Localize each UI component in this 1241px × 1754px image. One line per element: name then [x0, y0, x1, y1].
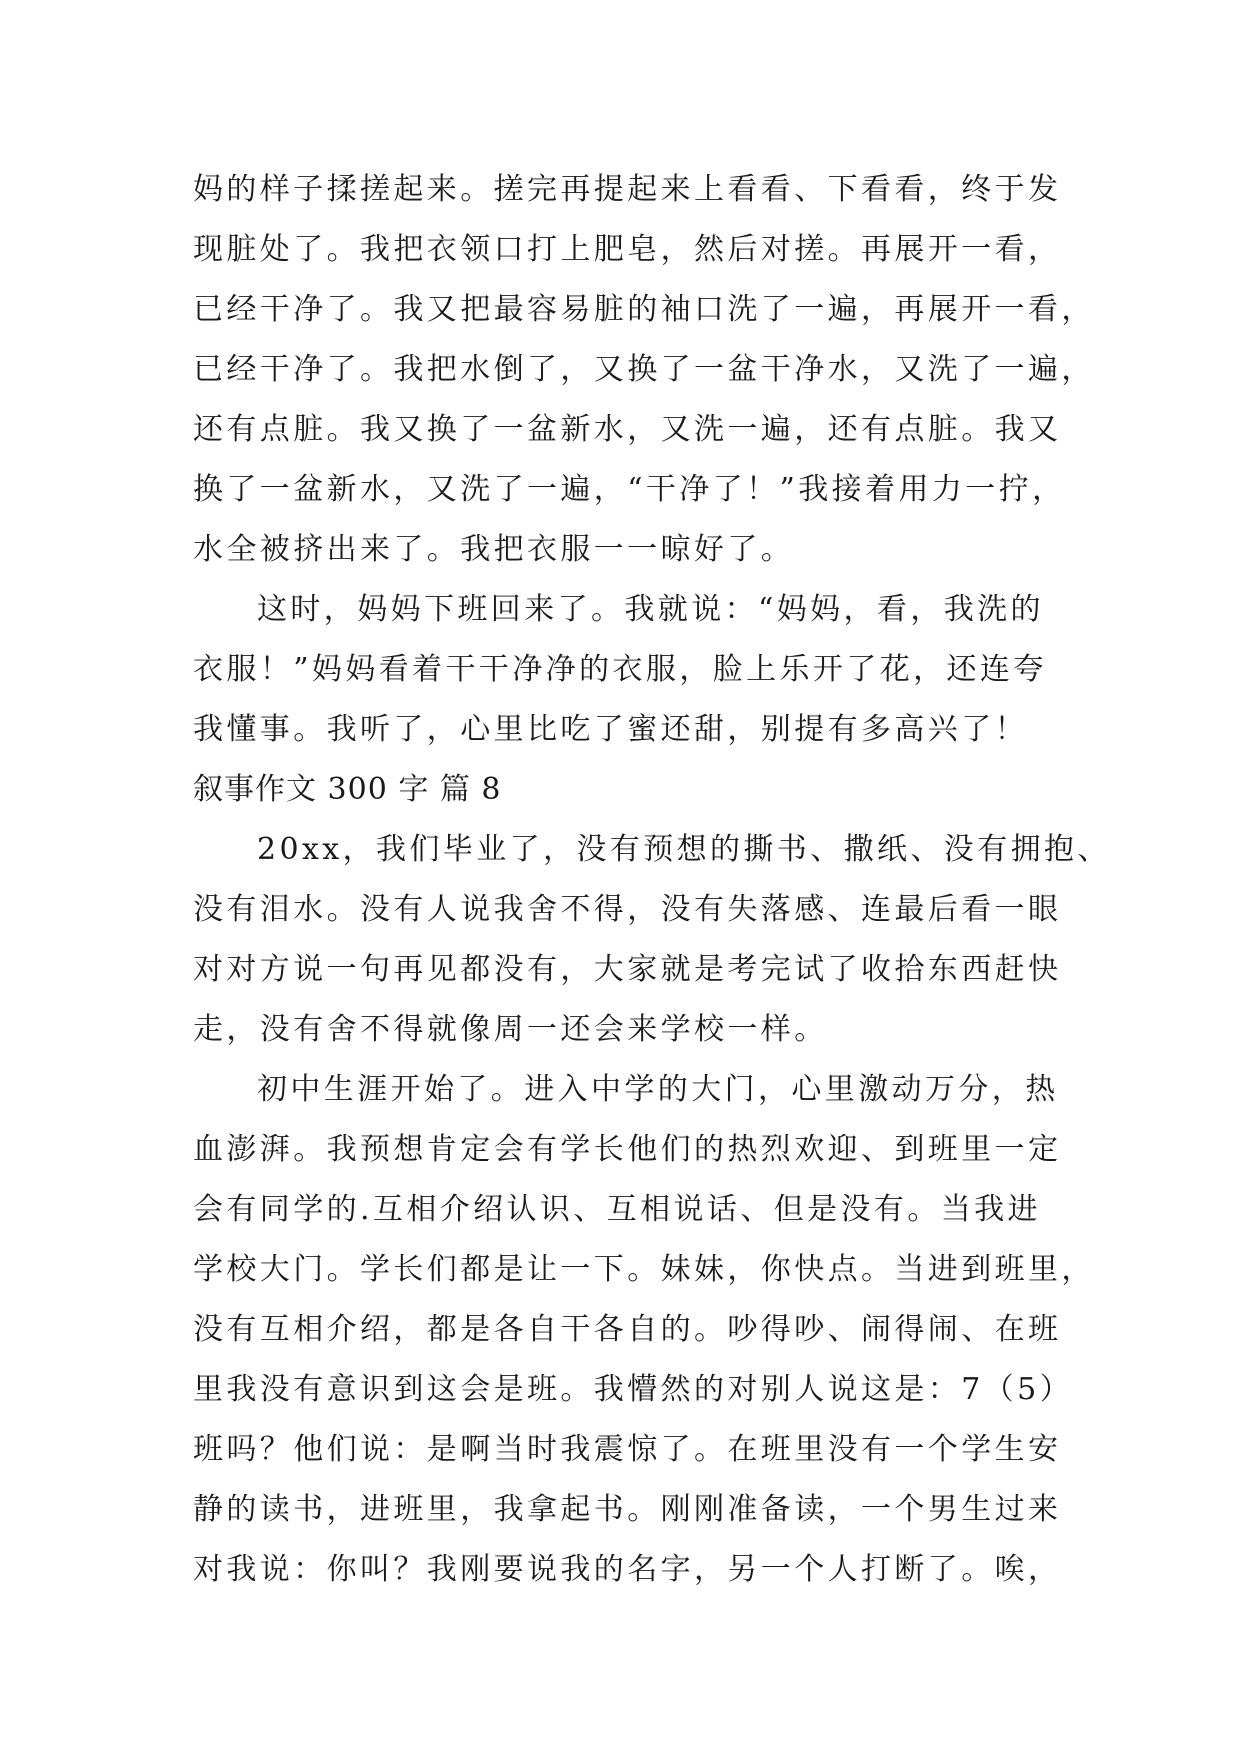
- text-line: 血澎湃。我预想肯定会有学长他们的热烈欢迎、到班里一定: [193, 1132, 1062, 1167]
- text-line: 水全被挤出来了。我把衣服一一晾好了。: [193, 532, 795, 567]
- text-line: 没有互相介绍，都是各自干各自的。吵得吵、闹得闹、在班: [193, 1312, 1062, 1347]
- paragraph-first-line: 初中生涯开始了。进入中学的大门，心里激动万分，热: [257, 1072, 1059, 1107]
- text-line: 对我说：你叫？我刚要说我的名字，另一个人打断了。唉，: [193, 1552, 1062, 1587]
- text-line: 班吗？他们说：是啊当时我震惊了。在班里没有一个学生安: [193, 1432, 1062, 1467]
- paragraph-first-line: 这时，妈妈下班回来了。我就说：“妈妈，看，我洗的: [257, 592, 1044, 627]
- text-line: 没有泪水。没有人说我舍不得，没有失落感、连最后看一眼: [193, 892, 1062, 927]
- text-line: 现脏处了。我把衣领口打上肥皂，然后对搓。再展开一看，: [193, 232, 1062, 267]
- text-line: 已经干净了。我又把最容易脏的袖口洗了一遍，再展开一看，: [193, 292, 1095, 327]
- text-line: 我懂事。我听了，心里比吃了蜜还甜，别提有多高兴了！: [193, 712, 1028, 747]
- text-line: 学校大门。学长们都是让一下。妹妹，你快点。当进到班里，: [193, 1252, 1095, 1287]
- text-line: 静的读书，进班里，我拿起书。刚刚准备读，一个男生过来: [193, 1492, 1062, 1527]
- text-line: 换了一盆新水，又洗了一遍，“干净了！”我接着用力一拧，: [193, 472, 1066, 507]
- text-line: 里我没有意识到这会是班。我懵然的对别人说这是：7（5）: [193, 1372, 1073, 1407]
- text-line: 还有点脏。我又换了一盆新水，又洗一遍，还有点脏。我又: [193, 412, 1062, 447]
- text-line: 衣服！”妈妈看着干干净净的衣服，脸上乐开了花，还连夸: [193, 652, 1047, 687]
- text-line: 对对方说一句再见都没有，大家就是考完试了收拾东西赶快: [193, 952, 1062, 987]
- section-heading: 叙事作文 300 字 篇 8: [193, 772, 502, 807]
- text-line: 走，没有舍不得就像周一还会来学校一样。: [193, 1012, 828, 1047]
- text-line: 已经干净了。我把水倒了，又换了一盆干净水，又洗了一遍，: [193, 352, 1095, 387]
- text-line: 妈的样子揉搓起来。搓完再提起来上看看、下看看，终于发: [193, 172, 1062, 207]
- text-line: 会有同学的.互相介绍认识、互相说话、但是没有。当我进: [193, 1192, 1041, 1227]
- paragraph-first-line: 20xx，我们毕业了，没有预想的撕书、撒纸、没有拥抱、: [257, 832, 1111, 867]
- document-body: [193, 160, 1111, 1600]
